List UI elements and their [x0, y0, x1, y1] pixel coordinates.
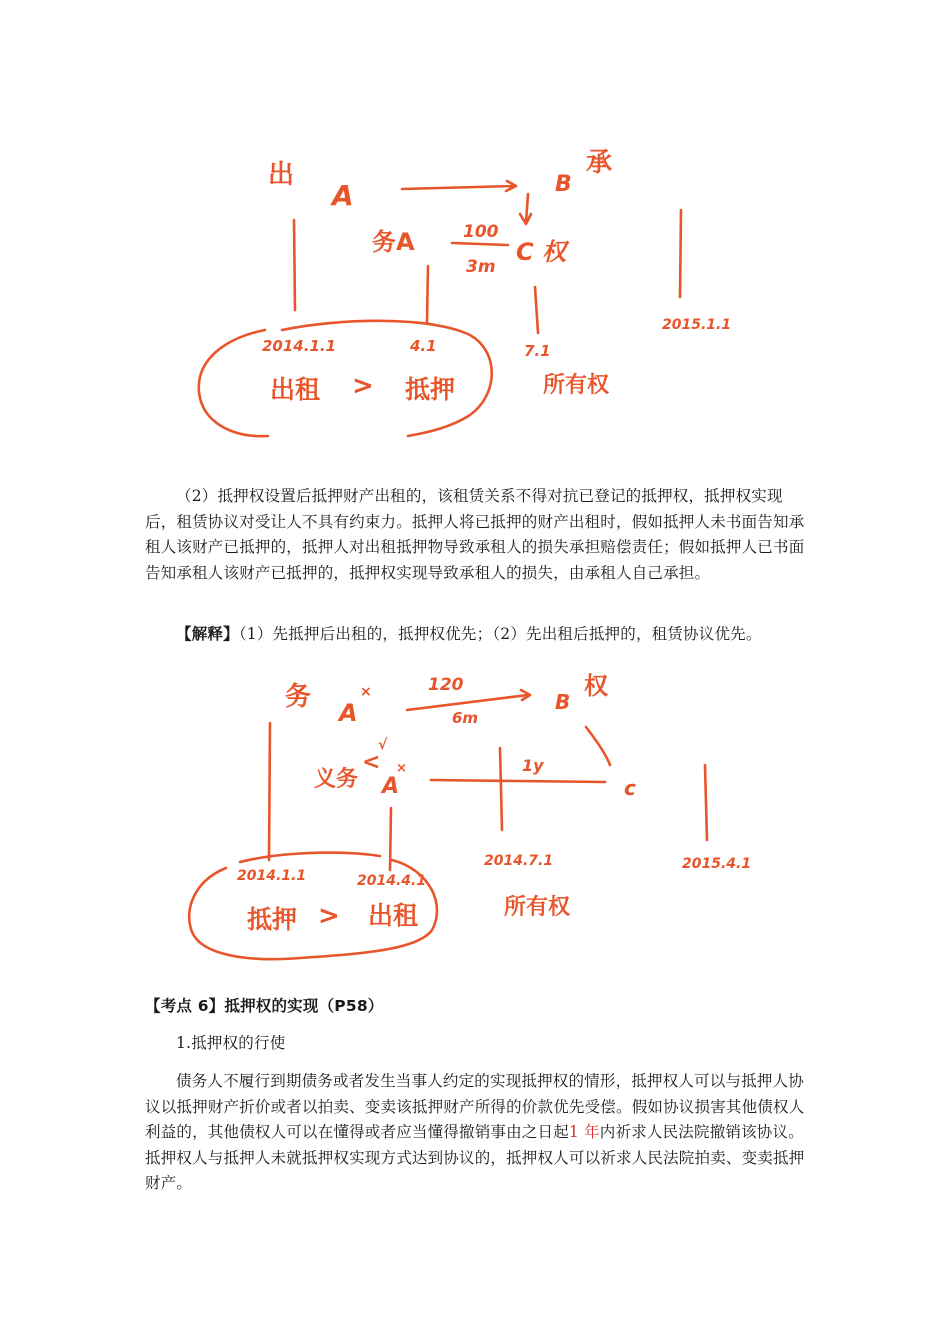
label-a: A	[339, 699, 358, 727]
arrow-b-to-c	[520, 194, 531, 224]
arrow-a-to-b	[402, 181, 516, 191]
timeline-c	[535, 287, 538, 333]
label-diya: 抵押	[247, 905, 298, 934]
label-suoyouquan: 所有权	[543, 373, 610, 398]
label-suoyouquan: 所有权	[504, 895, 571, 920]
label-c: c	[624, 776, 636, 800]
line-b-to-c	[586, 727, 610, 765]
label-check: √	[378, 737, 388, 753]
label-gt: >	[318, 901, 340, 931]
date-right: 2015.4.1	[682, 856, 752, 872]
label-a: A	[332, 179, 354, 212]
label-a2: A	[382, 774, 400, 799]
label-chuzu: 出租	[270, 375, 321, 404]
explanation-text: （1）先抵押后出租的，抵押权优先；（2）先出租后抵押的，租赁协议优先。	[238, 625, 762, 643]
timeline-right	[705, 765, 707, 840]
date-c: 2014.7.1	[484, 853, 554, 869]
label-gt: >	[352, 371, 374, 401]
section-heading: 【考点 6】抵押权的实现（P58）	[145, 997, 384, 1015]
diagram-lease-after-mortgage	[0, 0, 950, 470]
fraction-line	[452, 243, 508, 245]
subsection-title: 1.抵押权的行使	[176, 1034, 286, 1052]
paragraph-realization-b: 内祈求人民法院撤销该协议。抵押权人与抵押人未就抵押权实现方式达到协议的，抵押权人可以祈求人民法院拍卖、变卖抵押财产。	[145, 1123, 805, 1192]
arrow-a-to-b	[407, 690, 530, 710]
label-term: 3m	[466, 257, 496, 277]
timeline-right	[680, 210, 681, 297]
paragraph-lease-rule: （2）抵押权设置后抵押财产出租的，该租赁关系不得对抗已登记的抵押权，抵押权实现后，租赁协议对受让人不具有约束力。抵押人将已抵押的财产出租时，假如抵押人未书面告知承租人该财产已抵押的，抵押人对出租抵押物导致承租人的损失承担赔偿责任；假如抵押人已书面告知承租人该财产已抵押的，抵押权实现导致承租人的损失，由承租人自己承担。	[145, 487, 805, 582]
date-left: 2014.1.1	[262, 337, 337, 355]
timeline-wu	[269, 723, 270, 860]
label-amount: 100	[463, 222, 499, 242]
label-b: B	[555, 690, 571, 714]
label-a-cross: ×	[360, 684, 372, 700]
date-mid: 4.1	[410, 337, 437, 355]
timeline-chu	[294, 220, 295, 310]
lease-line	[431, 780, 605, 782]
explanation-label: 【解释】	[176, 625, 239, 643]
date-right: 2015.1.1	[662, 317, 732, 333]
label-cheng: 承	[586, 148, 613, 178]
timeline-a	[427, 266, 428, 322]
label-diya: 抵押	[405, 375, 456, 404]
date-mid: 2014.4.1	[357, 873, 427, 889]
explanation	[145, 622, 813, 648]
label-b: B	[555, 172, 572, 197]
date-c: 7.1	[524, 342, 551, 360]
date-left: 2014.1.1	[237, 868, 307, 884]
paragraph-realization-a: 债务人不履行到期债务或者发生当事人约定的实现抵押权的情形，抵押权人可以与抵押人协议以抵押财产折价或者以拍卖、变卖该抵押财产所得的价款优先受偿。假如协议损害其他债权人利益的，其他债权人可以在懂得或者应当懂得撤销事由之日起	[145, 1072, 805, 1141]
label-yiwu: 义务	[314, 767, 359, 792]
label-wu: 务	[285, 682, 312, 712]
cross-tick	[500, 748, 502, 830]
label-c-quan: C 权	[516, 238, 566, 266]
highlight-one-year: 1 年	[568, 1123, 600, 1141]
diagram-lease-before-mortgage	[0, 655, 950, 975]
timeline-a2	[390, 808, 391, 870]
label-wu-a: 务A	[372, 228, 415, 256]
label-chu: 出	[268, 160, 295, 190]
label-angle: <	[362, 750, 381, 775]
label-quan: 权	[584, 672, 608, 700]
label-a2-cross: ×	[396, 761, 407, 776]
label-term: 6m	[452, 709, 479, 727]
label-chuzu: 出租	[368, 901, 419, 930]
label-one-year: 1y	[522, 756, 544, 775]
label-amount: 120	[428, 675, 464, 695]
paragraph-realization	[145, 1069, 813, 1197]
